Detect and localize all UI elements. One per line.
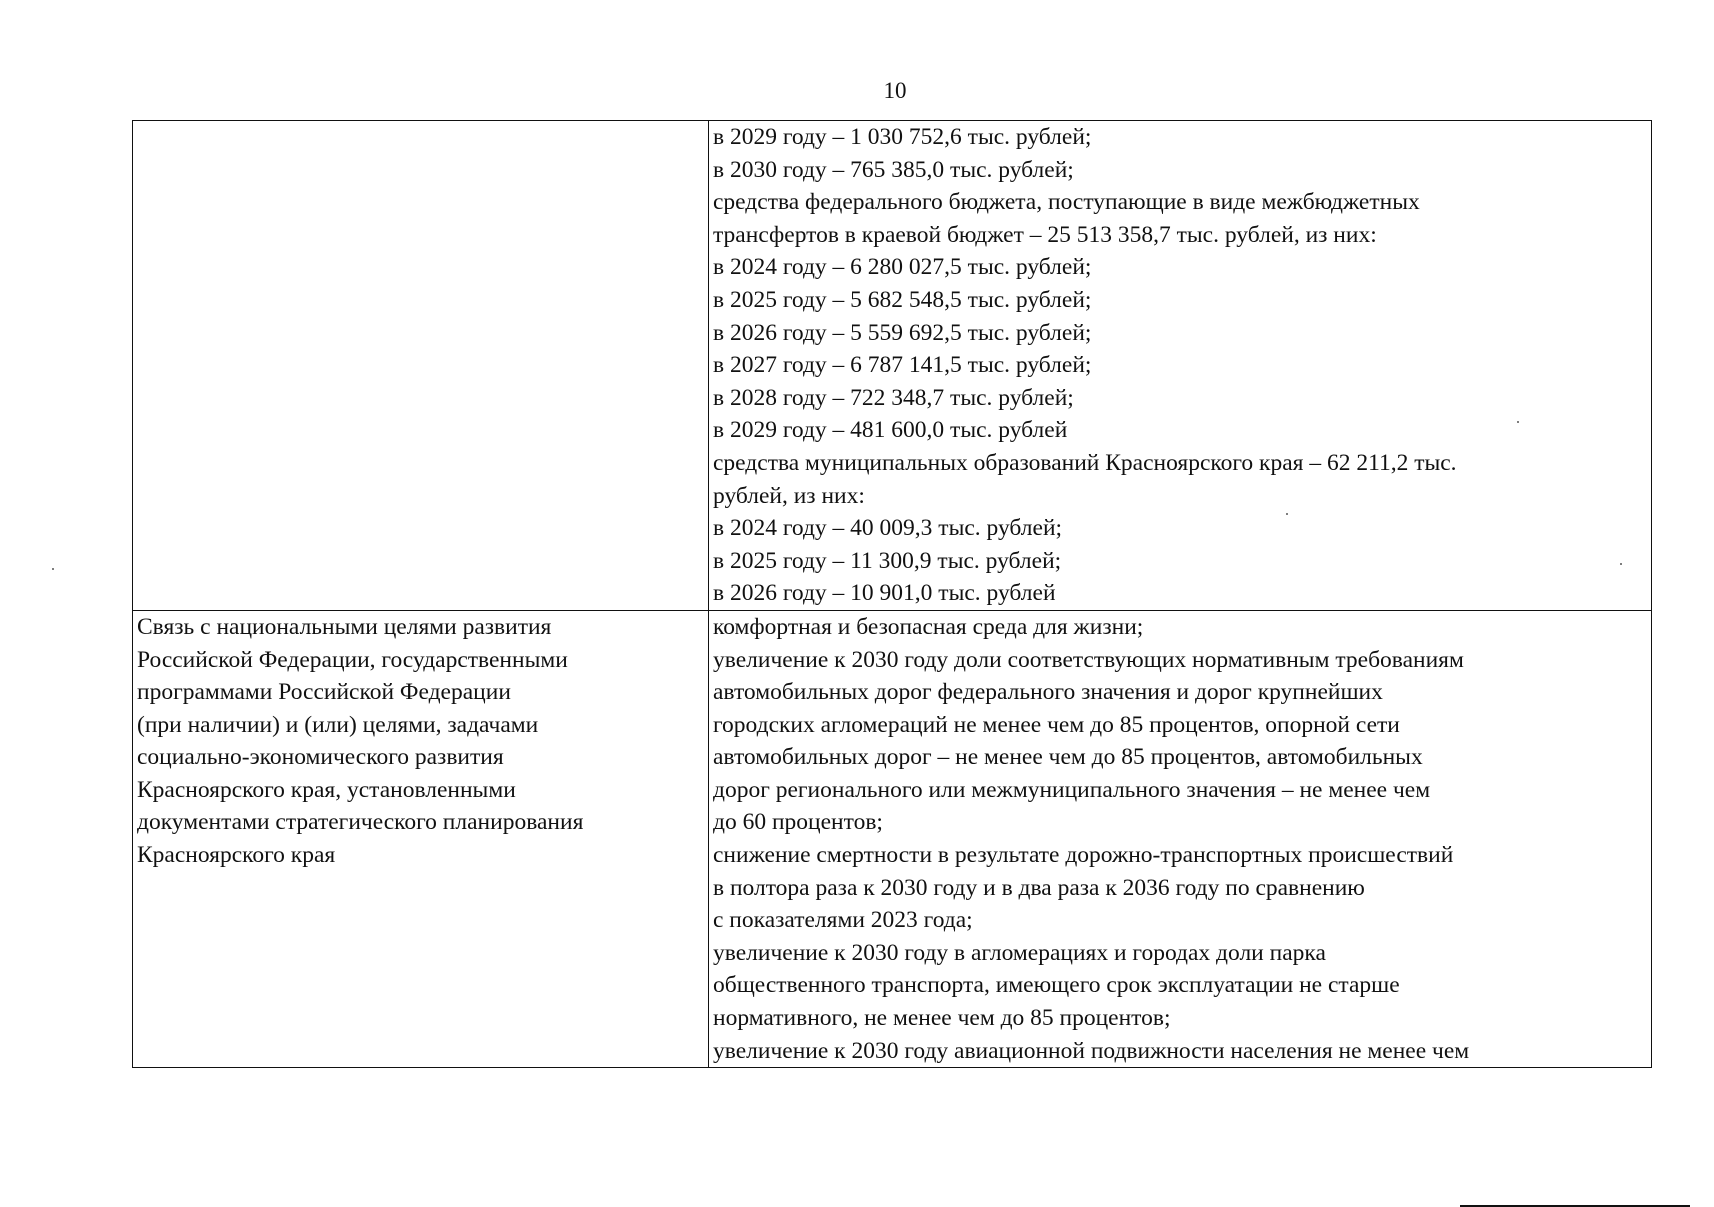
label-line: документами стратегического планирования	[137, 809, 584, 836]
scan-speck	[52, 568, 54, 570]
value-line: в 2024 году – 6 280 027,5 тыс. рублей;	[713, 254, 1092, 281]
row-value-cell	[709, 121, 1652, 611]
value-line: комфортная и безопасная среда для жизни;	[713, 613, 1144, 640]
value-line: до 60 процентов;	[713, 809, 883, 836]
label-line: (при наличии) и (или) целями, задачами	[137, 711, 539, 738]
value-line: в 2026 году – 5 559 692,5 тыс. рублей;	[713, 319, 1092, 346]
value-line: нормативного, не менее чем до 85 процентов;	[713, 1005, 1171, 1032]
value-line: средства муниципальных образований Красноярского края – 62 211,2 тыс.	[713, 449, 1457, 476]
value-line: увеличение к 2030 году доли соответствующих нормативным требованиям	[713, 646, 1464, 673]
value-line: в 2024 году – 40 009,3 тыс. рублей;	[713, 515, 1063, 542]
value-line: в 2027 году – 6 787 141,5 тыс. рублей;	[713, 352, 1092, 379]
row-label-cell	[133, 121, 709, 611]
value-line: увеличение к 2030 году авиационной подвижности населения не менее чем	[713, 1037, 1470, 1064]
value-line: в полтора раза к 2030 году и в два раза к 2036 году по сравнению	[713, 874, 1365, 901]
page-number: 10	[883, 78, 907, 103]
value-line: в 2025 году – 11 300,9 тыс. рублей;	[713, 547, 1062, 574]
value-line: увеличение к 2030 году в агломерациях и городах доли парка	[713, 939, 1326, 966]
row-value-cell	[709, 610, 1652, 1067]
scan-speck	[1517, 421, 1519, 423]
value-line: городских агломераций не менее чем до 85 процентов, опорной сети	[713, 711, 1400, 738]
row-label-cell	[133, 610, 709, 1067]
label-line: Российской Федерации, государственными	[137, 646, 568, 673]
value-line: в 2026 году – 10 901,0 тыс. рублей	[713, 580, 1056, 607]
label-line: программами Российской Федерации	[137, 679, 511, 706]
value-line: дорог регионального или межмуниципального значения – не менее чем	[713, 776, 1431, 803]
label-line: социально-экономического развития	[137, 744, 504, 771]
value-line: снижение смертности в результате дорожно-транспортных происшествий	[713, 842, 1454, 869]
value-line: общественного транспорта, имеющего срок эксплуатации не старше	[713, 972, 1400, 999]
value-line: в 2028 году – 722 348,7 тыс. рублей;	[713, 384, 1074, 411]
value-line: в 2030 году – 765 385,0 тыс. рублей;	[713, 156, 1074, 183]
value-line: с показателями 2023 года;	[713, 907, 973, 934]
value-line: автомобильных дорог – не менее чем до 85 процентов, автомобильных	[713, 744, 1423, 771]
label-line: Красноярского края, установленными	[137, 776, 516, 803]
value-line: в 2029 году – 481 600,0 тыс. рублей	[713, 417, 1068, 444]
value-line: средства федерального бюджета, поступающие в виде межбюджетных	[713, 189, 1420, 216]
value-line: в 2025 году – 5 682 548,5 тыс. рублей;	[713, 286, 1092, 313]
value-line: автомобильных дорог федерального значения и дорог крупнейших	[713, 679, 1383, 706]
label-line: Связь с национальными целями развития	[137, 613, 552, 640]
table-row-national-goals	[133, 610, 1652, 1067]
table-row-funding	[133, 121, 1652, 611]
scan-speck	[1620, 563, 1622, 565]
scan-speck	[1286, 513, 1288, 515]
value-line: рублей, из них:	[713, 482, 865, 509]
value-line: в 2029 году – 1 030 752,6 тыс. рублей;	[713, 124, 1092, 150]
label-line: Красноярского края	[137, 842, 336, 869]
passport-table	[132, 120, 1652, 1068]
value-line: трансфертов в краевой бюджет – 25 513 358,7 тыс. рублей, из них:	[713, 221, 1377, 248]
